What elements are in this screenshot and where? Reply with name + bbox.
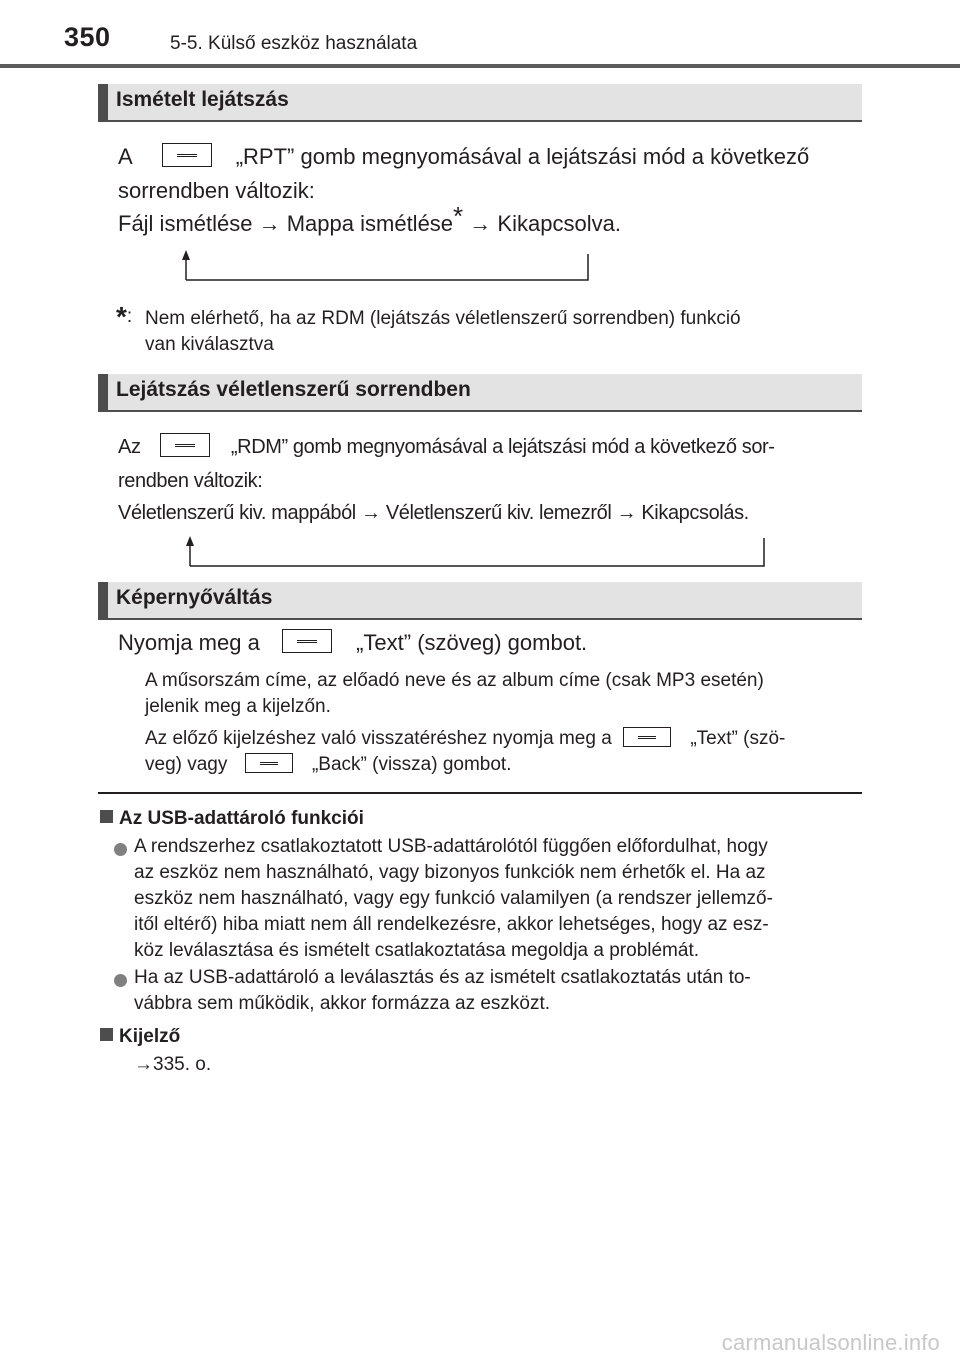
arrow-icon: → — [616, 502, 637, 524]
back-button-icon — [245, 753, 293, 773]
notes-divider — [98, 792, 862, 794]
display-page-ref[interactable]: →335. o. — [134, 1054, 212, 1075]
circle-bullet-icon — [114, 974, 131, 992]
screen-para-1-line-1: A műsorszám címe, az előadó neve és az album címe (csak MP3 esetén) — [145, 670, 764, 691]
section-title: Lejátszás véletlenszerű sorrendben — [116, 378, 471, 401]
usb-heading: Az USB-adattároló funkciói — [100, 806, 364, 832]
repeat-line-2: sorrendben változik: — [118, 178, 315, 203]
section-title: Képernyőváltás — [116, 586, 273, 609]
usb-bullet-1: A rendszerhez csatlakoztatott USB-adattárolótól függően előfordulhat, hogy az eszköz nem használható, vagy bizonyos funkciók nem érhetők el. Ha az eszköz nem használható, vagy egy funkció valamilyen (a rendszer jellemző- itől eltérő) hiba miatt nem áll rendelkezésre, akkor lehetséges, hogy az esz- köz leválasztása és ismételt csatlakoztatása megoldja a problémát. — [134, 836, 773, 961]
watermark: carmanualsonline.info — [721, 1330, 940, 1355]
footnote-text-1: Nem elérhető, ha az RDM (lejátszás véletlenszerű sorrendben) funkció — [145, 308, 741, 329]
screen-line-1: Nyomja meg a „Text” (szöveg) gombot. — [118, 630, 588, 655]
rdm-button-icon — [160, 433, 210, 457]
arrow-icon: → — [469, 211, 492, 236]
arrow-icon: → — [258, 211, 281, 236]
section-heading-screen — [98, 582, 862, 620]
screen-para-2-line-2: veg) vagy „Back” (vissza) gombot. — [145, 754, 512, 775]
section-heading-repeat — [98, 84, 862, 122]
random-line-2: rendben változik: — [118, 470, 263, 492]
display-heading: Kijelző — [100, 1024, 180, 1050]
text-button-icon — [623, 727, 671, 747]
section-heading-random — [98, 374, 862, 412]
square-bullet-icon — [100, 1028, 113, 1041]
repeat-sequence: Fájl ismétlése → Mappa ismétlése* → Kikapcsolva. — [118, 200, 621, 236]
random-line-1: Az „RDM” gomb megnyomásával a lejátszási mód a következő sor- — [118, 430, 858, 464]
random-sequence: Véletlenszerű kiv. mappából → Véletlenszerű kiv. lemezről → Kikapcsolás. — [118, 502, 749, 524]
header-divider — [0, 64, 960, 68]
usb-bullet-2: Ha az USB-adattároló a leválasztás és az ismételt csatlakoztatás után to- vábbra sem működik, akkor formázza az eszközt. — [134, 967, 751, 1014]
circle-bullet-icon — [114, 843, 131, 861]
chapter-title: 5-5. Külső eszköz használata — [170, 33, 418, 54]
cycle-loop-icon — [180, 536, 770, 568]
screen-para-2-line-1: Az előző kijelzéshez való visszatéréshez nyomja meg a „Text” (szö- — [145, 728, 786, 749]
arrow-icon: → — [361, 502, 381, 524]
screen-para-1-line-2: jelenik meg a kijelzőn. — [145, 696, 331, 717]
footnote-text-2: van kiválasztva — [145, 334, 274, 355]
footnote-marker: *: — [116, 301, 133, 332]
repeat-line-1: A „RPT” gomb megnyomásával a lejátszási mód a következő — [118, 144, 810, 169]
section-title: Ismételt lejátszás — [116, 88, 289, 111]
cycle-loop-icon — [176, 250, 596, 282]
text-button-icon — [282, 629, 332, 653]
rpt-button-icon — [162, 143, 212, 167]
square-bullet-icon — [100, 810, 113, 823]
page-number: 350 — [64, 22, 111, 52]
